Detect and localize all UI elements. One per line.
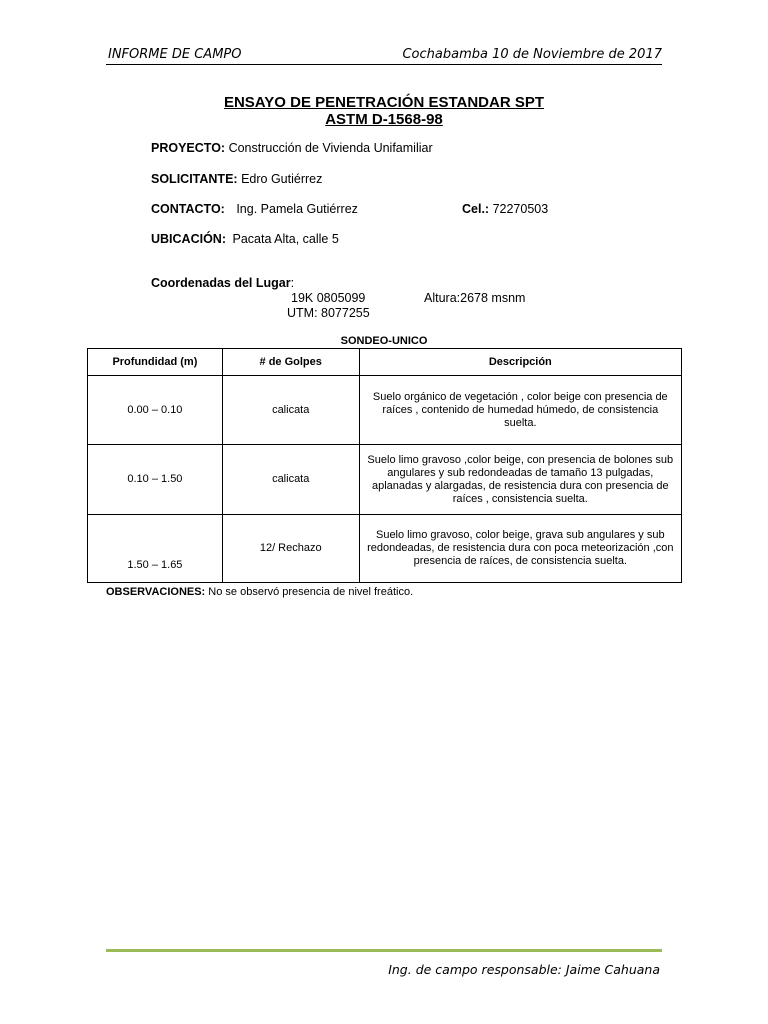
document-title: ENSAYO DE PENETRACIÓN ESTANDAR SPT [223,94,545,111]
coordinates-colon: : [290,276,295,290]
blows-cell: calicata [222,445,359,515]
blows-cell: calicata [222,376,359,445]
proyecto-label: PROYECTO: [151,141,226,155]
header-description: Descripción [359,349,681,376]
coordinates-altitude: Altura:2678 msnm [424,291,526,305]
footer-rule [106,949,662,952]
proyecto-value: Construcción de Vivienda Unifamiliar [228,141,433,155]
table-row [88,515,682,583]
depth-cell: 0.10 – 1.50 [88,445,223,515]
depth-cell: 0.00 – 0.10 [88,376,223,445]
ubicacion-field [151,232,339,246]
contacto-field [151,202,358,216]
coordinates-heading [151,276,294,290]
header-date: Cochabamba 10 de Noviembre de 2017 [402,47,662,62]
table-row [88,445,682,515]
cel-field [462,202,548,216]
description-cell: Suelo limo gravoso, color beige, grava sub angulares y sub redondeadas, de resistencia dura con poca meteorización ,con presencia de raíces, de consistencia suelta. [359,515,681,583]
solicitante-label: SOLICITANTE: [151,172,238,186]
cel-label: Cel.: [462,202,490,216]
solicitante-value: Edro Gutiérrez [241,172,323,186]
cel-value: 72270503 [492,202,549,216]
depth-cell: 1.50 – 1.65 [88,515,223,583]
header-left: INFORME DE CAMPO [108,47,242,62]
contacto-label: CONTACTO: [151,202,225,216]
table-header-row [88,349,682,376]
proyecto-field [151,141,433,155]
coordinates-label: Coordenadas del Lugar [151,276,291,290]
header-depth: Profundidad (m) [88,349,223,376]
spt-table [87,348,682,583]
solicitante-field [151,172,322,186]
table-caption: SONDEO-UNICO [340,335,428,347]
ubicacion-label: UBICACIÓN: [151,232,226,246]
description-cell: Suelo limo gravoso ,color beige, con presencia de bolones sub angulares y sub redondeadas de tamaño 13 pulgadas, aplanadas y alargadas, de resistencia dura con presencia de raíces , consistencia suelta. [359,445,681,515]
observations [106,586,413,598]
coordinates-zone: 19K 0805099 [291,291,366,305]
header-blows: # de Golpes [222,349,359,376]
page-header [106,46,662,65]
blows-cell: 12/ Rechazo [222,515,359,583]
document-subtitle: ASTM D-1568-98 [325,111,443,128]
table-row [88,376,682,445]
observations-text: No se observó presencia de nivel freático. [208,586,414,598]
contacto-value: Ing. Pamela Gutiérrez [236,202,358,216]
ubicacion-value: Pacata Alta, calle 5 [232,232,339,246]
observations-label: OBSERVACIONES: [106,586,206,598]
description-cell: Suelo orgánico de vegetación , color beige con presencia de raíces , contenido de humedad húmedo, de consistencia suelta. [359,376,681,445]
footer-signature: Ing. de campo responsable: Jaime Cahuana [388,962,660,977]
coordinates-utm: UTM: 8077255 [287,306,370,320]
